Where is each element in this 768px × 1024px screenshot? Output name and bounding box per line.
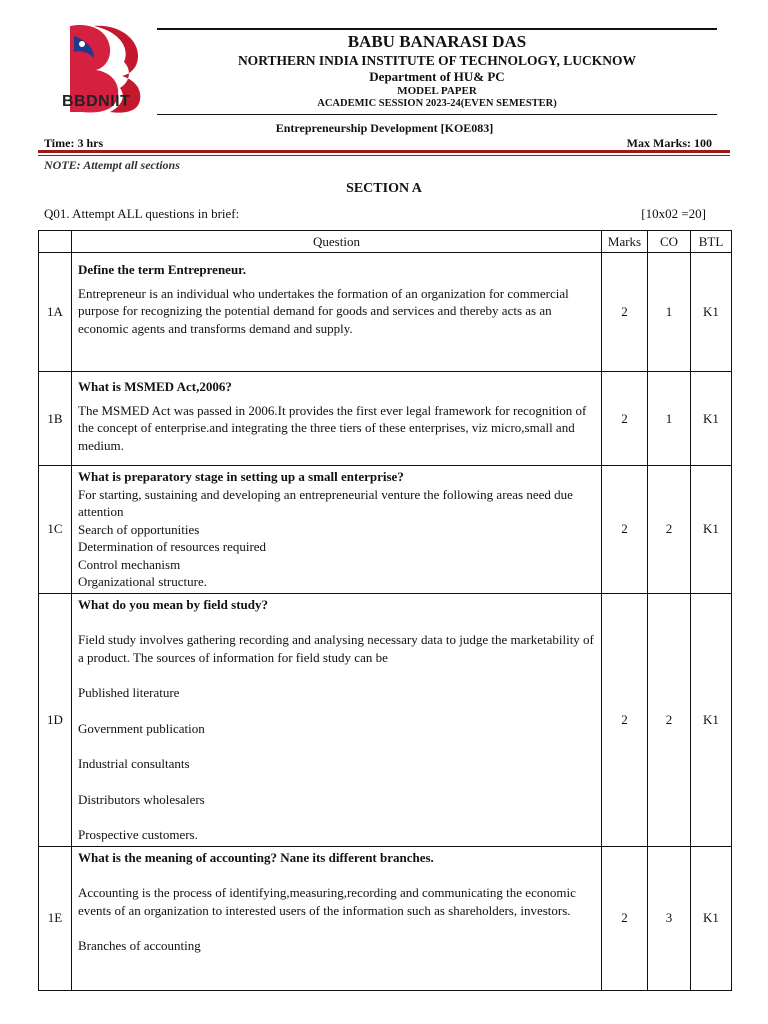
logo-text: BBDNIIT [62,93,131,110]
divider-thin [38,155,730,156]
co-value: 2 [648,593,691,846]
department: Department of HU& PC [369,69,505,84]
question-id: 1A [39,253,72,372]
header-bottom-rule [157,114,717,115]
co-value: 3 [648,846,691,990]
answer-line: Branches of accounting [78,938,201,953]
table-header-row [39,231,732,253]
answer-line: Control mechanism [78,556,181,572]
answer-line: Government publication [78,720,205,736]
question-text: Define the term Entrepreneur. [78,262,247,277]
section-title: SECTION A [346,181,422,196]
marks-scheme: [10x02 =20] [641,206,706,221]
header-btl: BTL [691,231,732,253]
question-id: 1E [39,846,72,990]
header-id [39,231,72,253]
question-text: What do you mean by field study? [78,596,268,612]
question-instruction: Q01. Attempt ALL questions in brief: [44,206,240,221]
answer-text: Entrepreneur is an individual who undertakes the formation of an organization for commercial purpose for recognizing the potential demand for goods and services and thereby acts as an economic agents and transforms demand and supply. [78,285,569,336]
question-id: 1D [39,593,72,846]
marks-value: 2 [602,466,648,594]
academic-session: ACADEMIC SESSION 2023-24(EVEN SEMESTER) [317,98,557,109]
institute-name: NORTHERN INDIA INSTITUTE OF TECHNOLOGY, LUCKNOW [237,53,637,68]
answer-line: Industrial consultants [78,756,190,771]
btl-value: K1 [691,253,732,372]
subject-title: Entrepreneurship Development [KOE083] [275,121,494,135]
table-row [39,253,732,372]
btl-value: K1 [691,593,732,846]
question-text: What is MSMED Act,2006? [78,379,232,394]
question-text: What is preparatory stage in setting up a small enterprise? [78,469,404,484]
question-cell [72,846,602,990]
marks-value: 2 [602,253,648,372]
marks-value: 2 [602,593,648,846]
time-label: Time: 3 hrs [44,136,104,150]
table-row [39,372,732,466]
header-co: CO [648,231,691,253]
answer-line: Search of opportunities [78,521,200,537]
answer-line: Determination of resources required [78,539,267,554]
question-cell [72,253,602,372]
co-value: 1 [648,372,691,466]
marks-value: 2 [602,846,648,990]
table-row [39,593,732,846]
answer-text: The MSMED Act was passed in 2006.It provides the first ever legal framework for recognition of the concept of enterprise.and integrating the three tiers of these enterprises, viz micro,small and medium. [78,402,587,453]
question-cell [72,593,602,846]
marks-value: 2 [602,372,648,466]
answer-line: Distributors wholesalers [78,791,205,807]
btl-value: K1 [691,466,732,594]
answer-line: Organizational structure. [78,574,207,589]
co-value: 2 [648,466,691,594]
question-id: 1C [39,466,72,594]
header-question: Question [72,231,602,253]
institution-name: BABU BANARASI DAS [347,32,527,51]
btl-value: K1 [691,372,732,466]
note: NOTE: Attempt all sections [44,158,180,172]
question-id: 1B [39,372,72,466]
question-cell [72,466,602,594]
max-marks-label: Max Marks: 100 [626,136,712,150]
answer-text: For starting, sustaining and developing an entrepreneurial venture the following areas need due attention [78,486,573,519]
answer-text: Field study involves gathering recording and analysing necessary data to judge the marketability of a product. The sources of information for field study can be [78,632,594,665]
co-value: 1 [648,253,691,372]
question-cell [72,372,602,466]
header-marks: Marks [602,231,648,253]
questions-table [38,230,732,991]
answer-line: Prospective customers. [78,827,198,842]
answer-text: Accounting is the process of identifying,measuring,recording and communicating the economic events of an organization to interested users of the information such as shareholders, investors. [78,885,576,918]
btl-value: K1 [691,846,732,990]
answer-line: Published literature [78,685,180,700]
question-text: What is the meaning of accounting? Nane its different branches. [78,849,434,865]
paper-type: MODEL PAPER [397,85,477,97]
table-row [39,846,732,990]
table-row [39,466,732,594]
divider-thick [38,150,730,153]
header-top-rule [157,28,717,30]
